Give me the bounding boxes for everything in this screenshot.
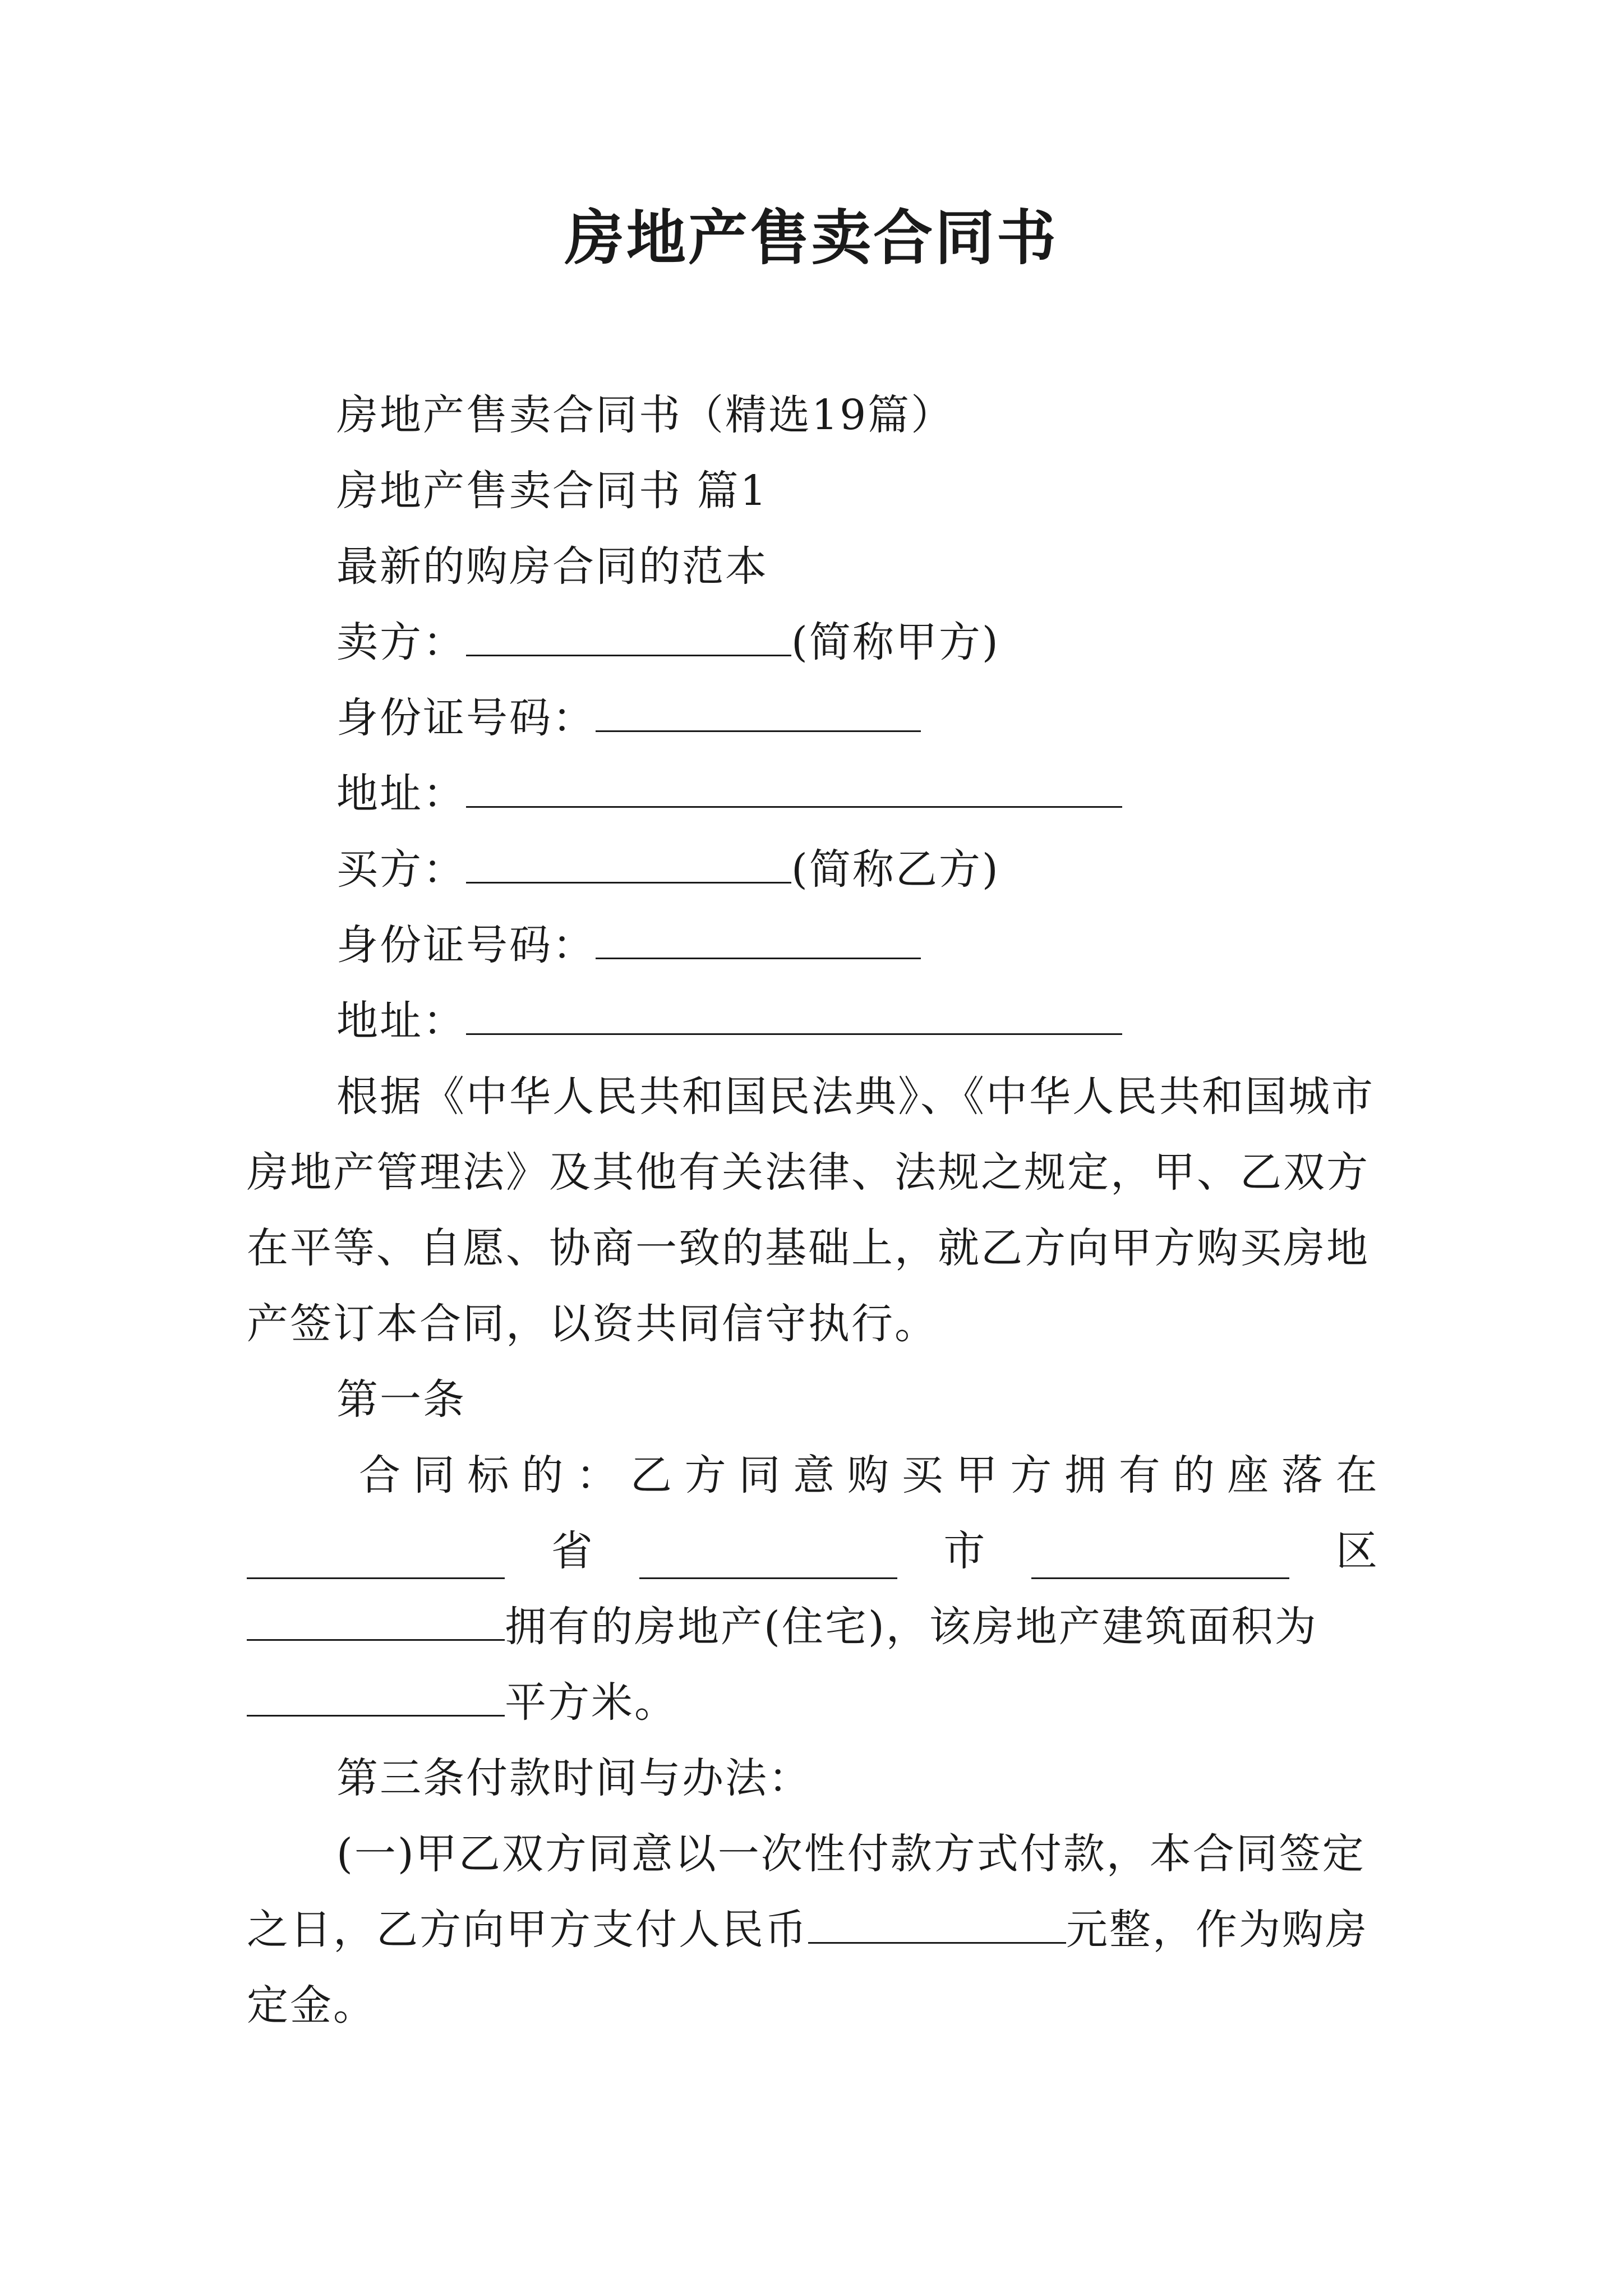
- clause1-line-4-text: 平方米。: [505, 1678, 677, 1727]
- preamble-line-2: 房地产管理法》及其他有关法律、法规之规定，甲、乙双方: [247, 1148, 1370, 1197]
- city-blank[interactable]: [639, 1538, 897, 1579]
- clause1-line-1-char: 的: [1173, 1451, 1215, 1499]
- buyer-address-blank[interactable]: [466, 994, 1122, 1035]
- subtitle: 房地产售卖合同书（精选19篇）: [336, 391, 955, 439]
- deposit-blank[interactable]: [808, 1903, 1066, 1944]
- clause3-heading: 第三条付款时间与办法：: [336, 1754, 811, 1802]
- clause1-line-1-char: 标: [467, 1451, 509, 1499]
- clause3-p1-line-3: 定金。: [247, 1981, 376, 2030]
- buyer-note: (简称乙方): [791, 845, 1000, 894]
- community-blank[interactable]: [247, 1600, 505, 1641]
- buyer-label: 买方：: [336, 845, 466, 894]
- clause1-line-1-char: 方: [1010, 1451, 1052, 1499]
- clause1-line-1-char: 乙: [630, 1451, 672, 1499]
- seller-address-label: 地址：: [336, 770, 466, 818]
- preamble-line-1: 根据《中华人民共和国民法典》、《中华人民共和国城市: [336, 1073, 1375, 1121]
- preamble-line-4: 产签订本合同，以资共同信守执行。: [247, 1300, 938, 1348]
- clause1-line-1-char: 在: [1335, 1451, 1377, 1499]
- seller-address-row: [336, 766, 1122, 822]
- clause1-line-1-char: 同: [739, 1451, 781, 1499]
- clause3-p1-line-2-pre: 之日，乙方向甲方支付人民币: [247, 1906, 808, 1954]
- buyer-id-blank[interactable]: [596, 918, 921, 959]
- clause1-line-1-char: 甲: [956, 1451, 998, 1499]
- clause1-line-1-char: 合: [359, 1451, 400, 1499]
- preamble-line-3: 在平等、自愿、协商一致的基础上，就乙方向甲方购买房地: [247, 1224, 1370, 1272]
- buyer-address-row: [336, 993, 1122, 1049]
- clause1-location-row: [247, 1523, 1377, 1579]
- document-title: 房地产售卖合同书: [565, 204, 1058, 273]
- clause1-line-1-char: 方: [684, 1451, 726, 1499]
- clause1-line-4: [247, 1674, 677, 1731]
- clause1-line-1-char: 拥: [1064, 1451, 1106, 1499]
- seller-label: 卖方：: [336, 618, 466, 666]
- clause1-line-1-char: 座: [1227, 1451, 1269, 1499]
- clause1-line-3: [247, 1599, 1318, 1655]
- buyer-address-label: 地址：: [336, 997, 466, 1045]
- clause1-line-1-char: 意: [793, 1451, 835, 1499]
- clause1-line-1-char: 落: [1281, 1451, 1324, 1499]
- district-blank[interactable]: [1031, 1538, 1289, 1579]
- seller-address-blank[interactable]: [466, 767, 1122, 808]
- clause1-line-1-char: ：: [576, 1451, 618, 1499]
- seller-blank[interactable]: [466, 615, 791, 656]
- clause1-line-1-char: 购: [847, 1451, 889, 1499]
- clause3-p1-line-1: (一)甲乙双方同意以一次性付款方式付款，本合同签定: [336, 1830, 1366, 1878]
- clause1-line-1-char: 有: [1118, 1451, 1160, 1499]
- clause1-line-1-char: 同: [413, 1451, 455, 1499]
- seller-row: [336, 614, 1000, 670]
- article-heading: 房地产售卖合同书 篇1: [336, 467, 768, 515]
- buyer-id-label: 身份证号码：: [336, 921, 596, 969]
- sample-heading: 最新的购房合同的范本: [336, 542, 768, 591]
- buyer-id-row: [336, 917, 921, 973]
- province-label: 省: [551, 1527, 593, 1575]
- buyer-blank[interactable]: [466, 843, 791, 884]
- area-blank[interactable]: [247, 1676, 505, 1717]
- seller-note: (简称甲方): [791, 618, 1000, 666]
- province-blank[interactable]: [247, 1538, 505, 1579]
- clause3-p1-line-2-post: 元整，作为购房: [1066, 1906, 1368, 1954]
- clause1-line-3-text: 拥有的房地产(住宅)，该房地产建筑面积为: [505, 1603, 1318, 1651]
- clause1-line-1: [359, 1447, 1377, 1503]
- seller-id-blank[interactable]: [596, 691, 921, 732]
- seller-id-label: 身份证号码：: [336, 694, 596, 742]
- seller-id-row: [336, 690, 921, 746]
- clause3-p1-line-2: [247, 1902, 1368, 1958]
- clause1-line-1-char: 买: [901, 1451, 943, 1499]
- city-label: 市: [943, 1527, 985, 1575]
- clause1-heading: 第一条: [336, 1375, 466, 1424]
- clause1-line-1-char: 的: [522, 1451, 564, 1499]
- district-label: 区: [1335, 1527, 1377, 1575]
- buyer-row: [336, 841, 1000, 898]
